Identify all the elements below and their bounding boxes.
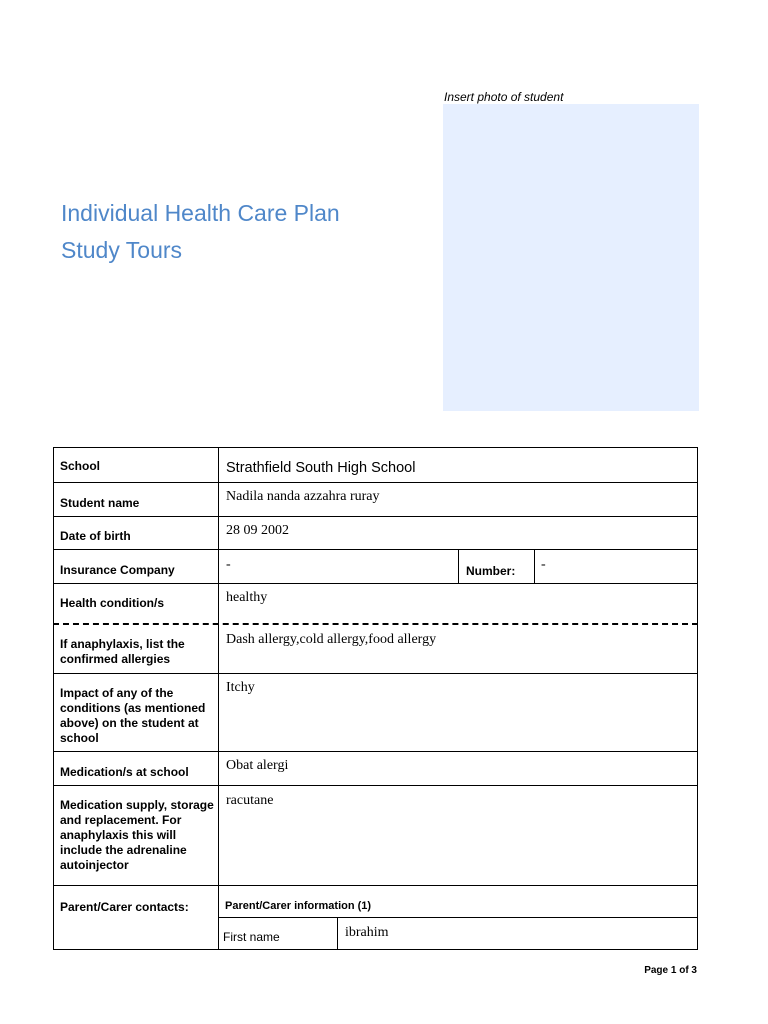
section-divider (53, 623, 698, 625)
document-title: Individual Health Care Plan (61, 200, 340, 226)
student-photo-placeholder[interactable] (443, 104, 699, 411)
number-label: Number: (466, 564, 516, 578)
health-care-plan-form (53, 447, 698, 950)
dob-field[interactable]: 28 09 2002 (226, 523, 289, 538)
medication-supply-label: Medication supply, storage and replacement. For anaphylaxis this will include the adrenaline autoinjector (60, 798, 214, 872)
medication-supply-field[interactable]: racutane (226, 793, 274, 808)
document-subtitle: Study Tours (61, 237, 183, 263)
health-condition-field[interactable]: healthy (226, 590, 268, 605)
school-label: School (60, 459, 101, 473)
impact-field[interactable]: Itchy (226, 680, 255, 695)
student-name-field[interactable]: Nadila nanda azzahra ruray (226, 489, 380, 504)
insurance-label: Insurance Company (60, 563, 175, 577)
number-field[interactable]: - (541, 557, 546, 572)
parent-contacts-label: Parent/Carer contacts: (60, 900, 189, 914)
anaphylaxis-label: If anaphylaxis, list the confirmed allergies (60, 637, 185, 666)
student-name-label: Student name (60, 496, 140, 510)
impact-label: Impact of any of the conditions (as mentioned above) on the student at school (60, 686, 206, 745)
health-condition-label: Health condition/s (60, 596, 165, 610)
photo-caption: Insert photo of student (444, 90, 564, 104)
first-name-field[interactable]: ibrahim (345, 925, 389, 940)
insurance-field[interactable]: - (226, 557, 231, 572)
parent-info-heading: Parent/Carer information (1) (225, 900, 372, 912)
first-name-label: First name (223, 930, 280, 944)
dob-label: Date of birth (60, 529, 131, 543)
medication-label: Medication/s at school (60, 765, 189, 779)
page-number: Page 1 of 3 (644, 965, 697, 976)
school-field[interactable]: Strathfield South High School (226, 460, 416, 476)
anaphylaxis-field[interactable]: Dash allergy,cold allergy,food allergy (226, 632, 437, 647)
medication-field[interactable]: Obat alergi (226, 758, 289, 773)
